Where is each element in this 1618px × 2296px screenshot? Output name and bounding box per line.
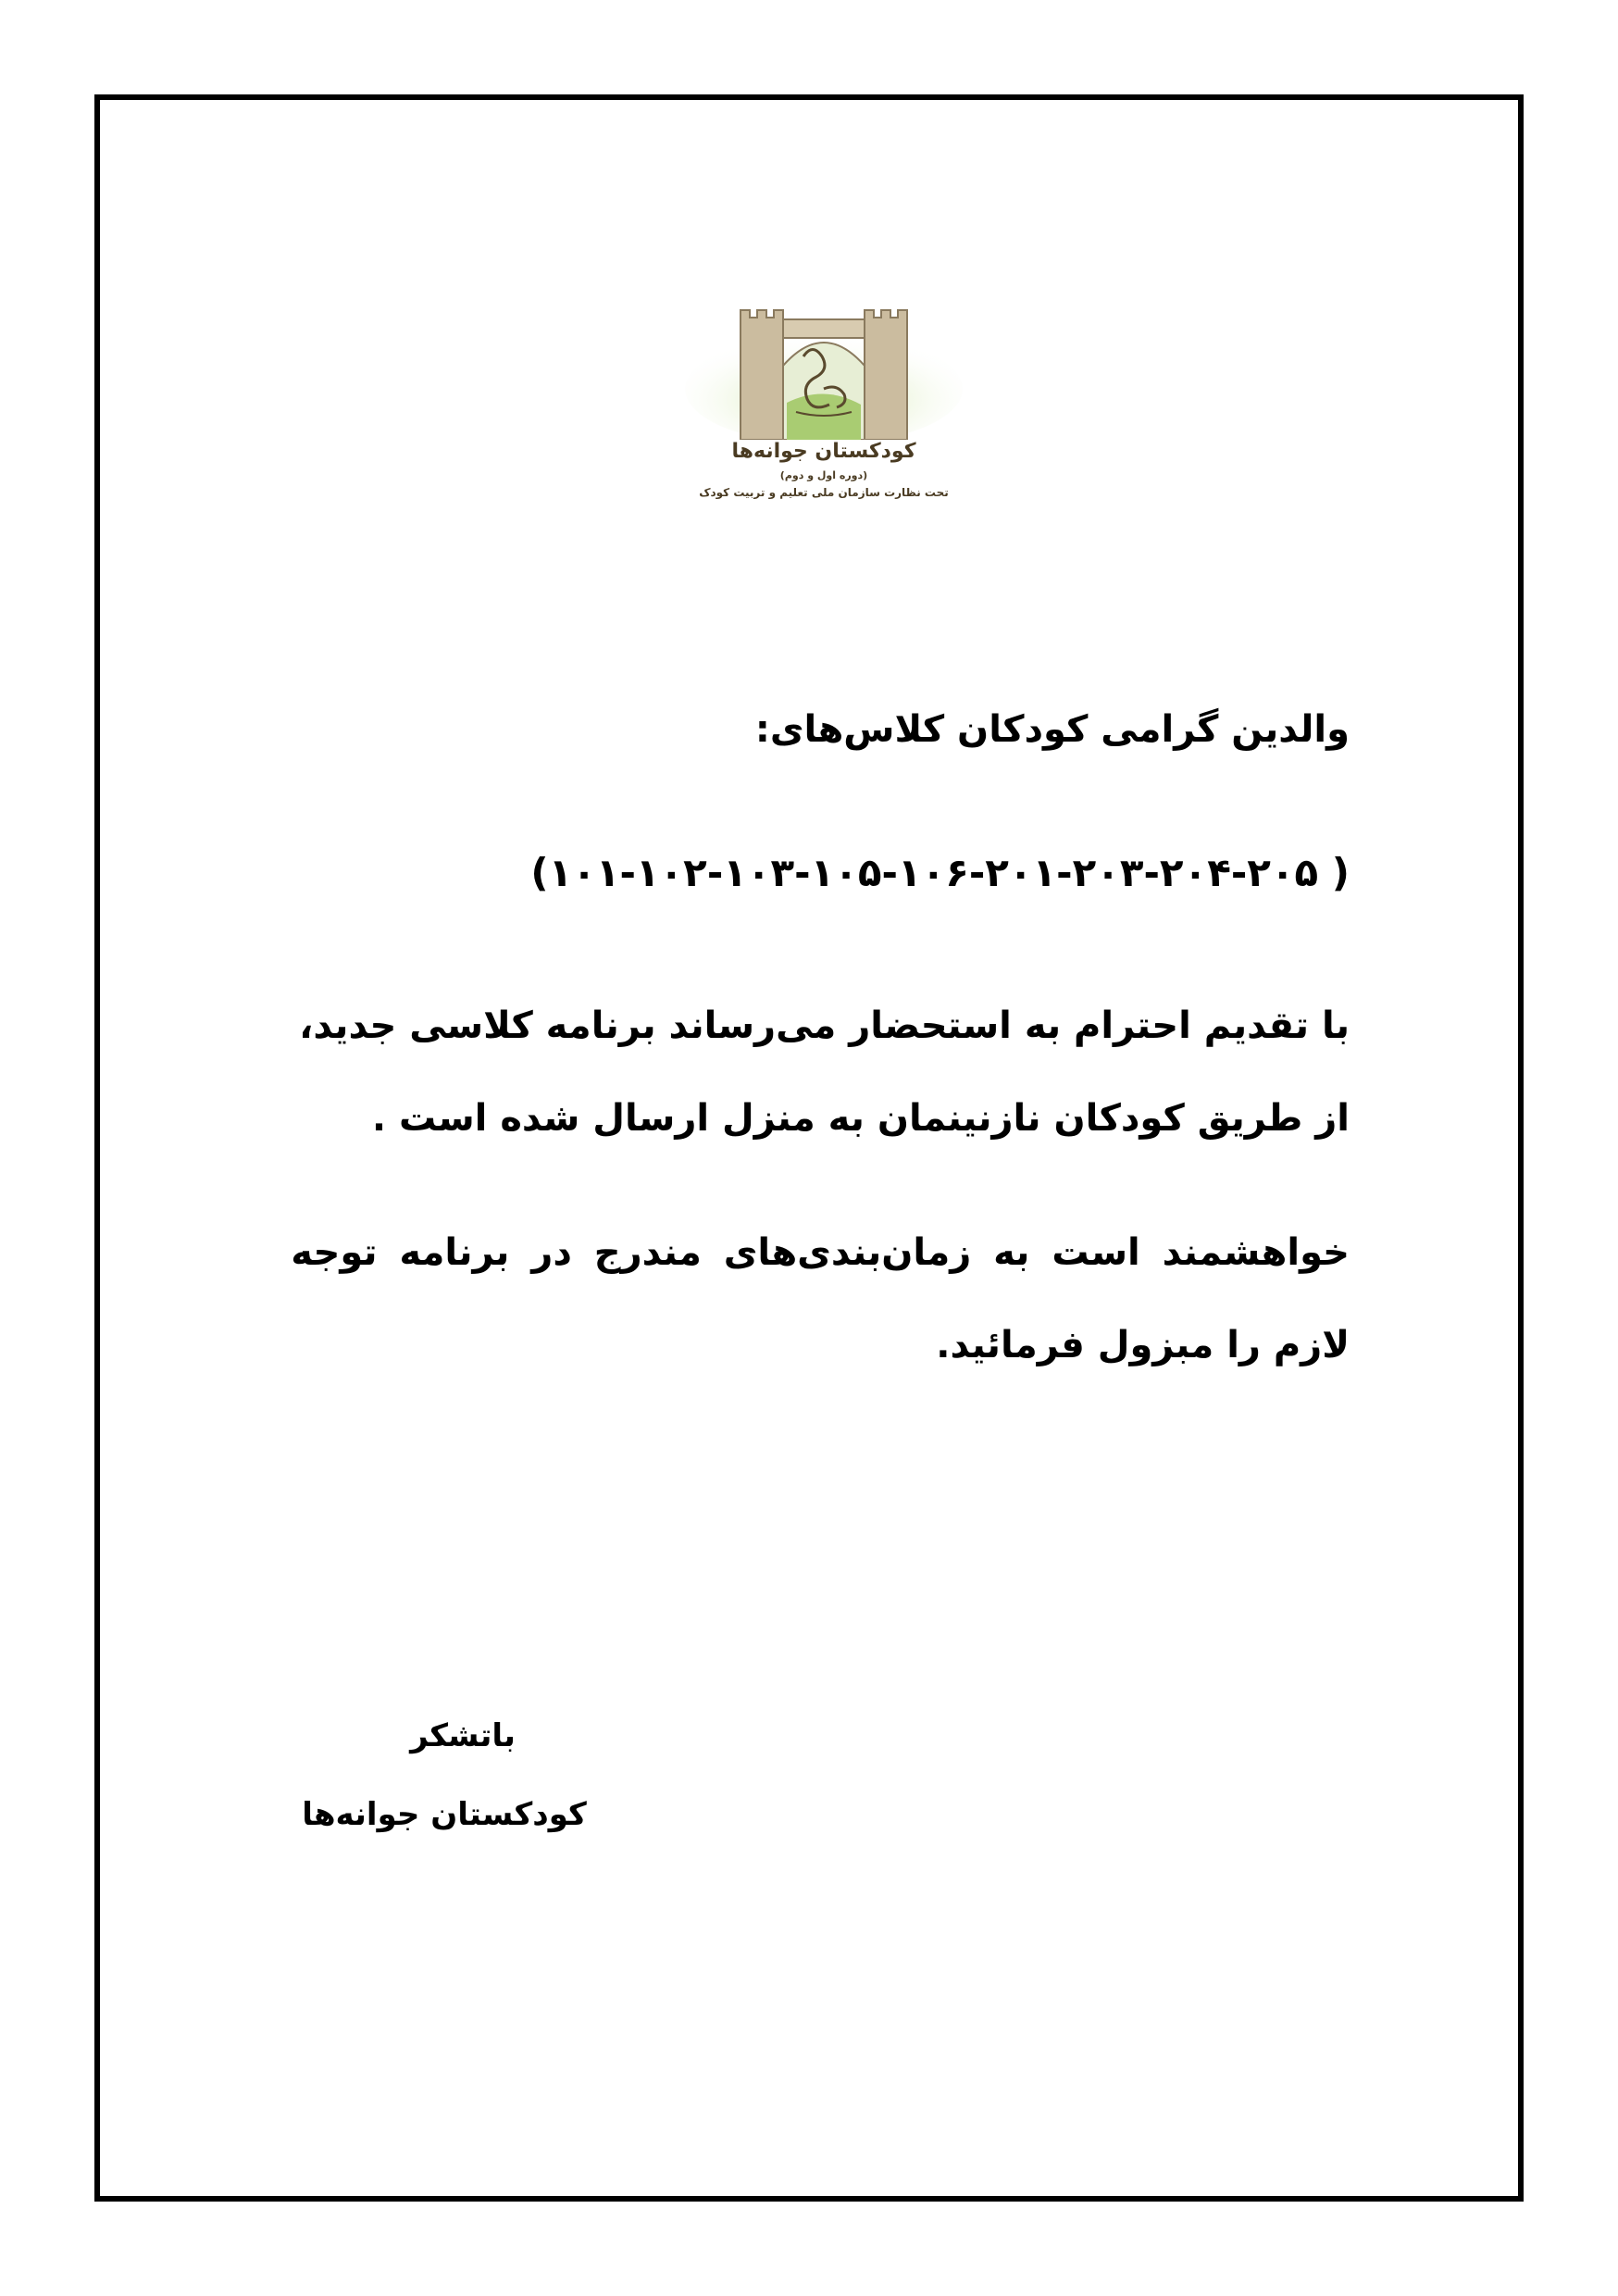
class-list: ( ۱۰۱-۱۰۲-۱۰۳-۱۰۵-۱۰۶-۲۰۱-۲۰۳-۲۰۴-۲۰۵) <box>530 850 1350 895</box>
logo-subtitle: (دوره اول و دوم) <box>779 469 868 481</box>
kindergarten-logo <box>685 301 963 523</box>
body-line-1: با تقدیم احترام به استحضار می‌رساند برنامه کلاسی جدید، <box>299 1004 1350 1047</box>
logo-title: کودکستان جوانه‌ها <box>731 440 916 463</box>
signature: کودکستان جوانه‌ها <box>302 1796 587 1833</box>
salutation: والدین گرامی کودکان کلاس‌های: <box>754 708 1350 751</box>
closing: باتشکر <box>410 1717 516 1754</box>
body-line-4: لازم را مبزول فرمائید. <box>936 1324 1350 1366</box>
logo-supervision: تحت نظارت سازمان ملی تعلیم و تربیت کودک <box>699 486 949 499</box>
body-line-3: خواهشمند است به زمان‌بندی‌های مندرج در برنامه توجه <box>291 1231 1350 1274</box>
castle-logo-icon <box>685 301 963 440</box>
body-line-2: از طریق کودکان نازنینمان به منزل ارسال شده است . <box>371 1097 1350 1140</box>
